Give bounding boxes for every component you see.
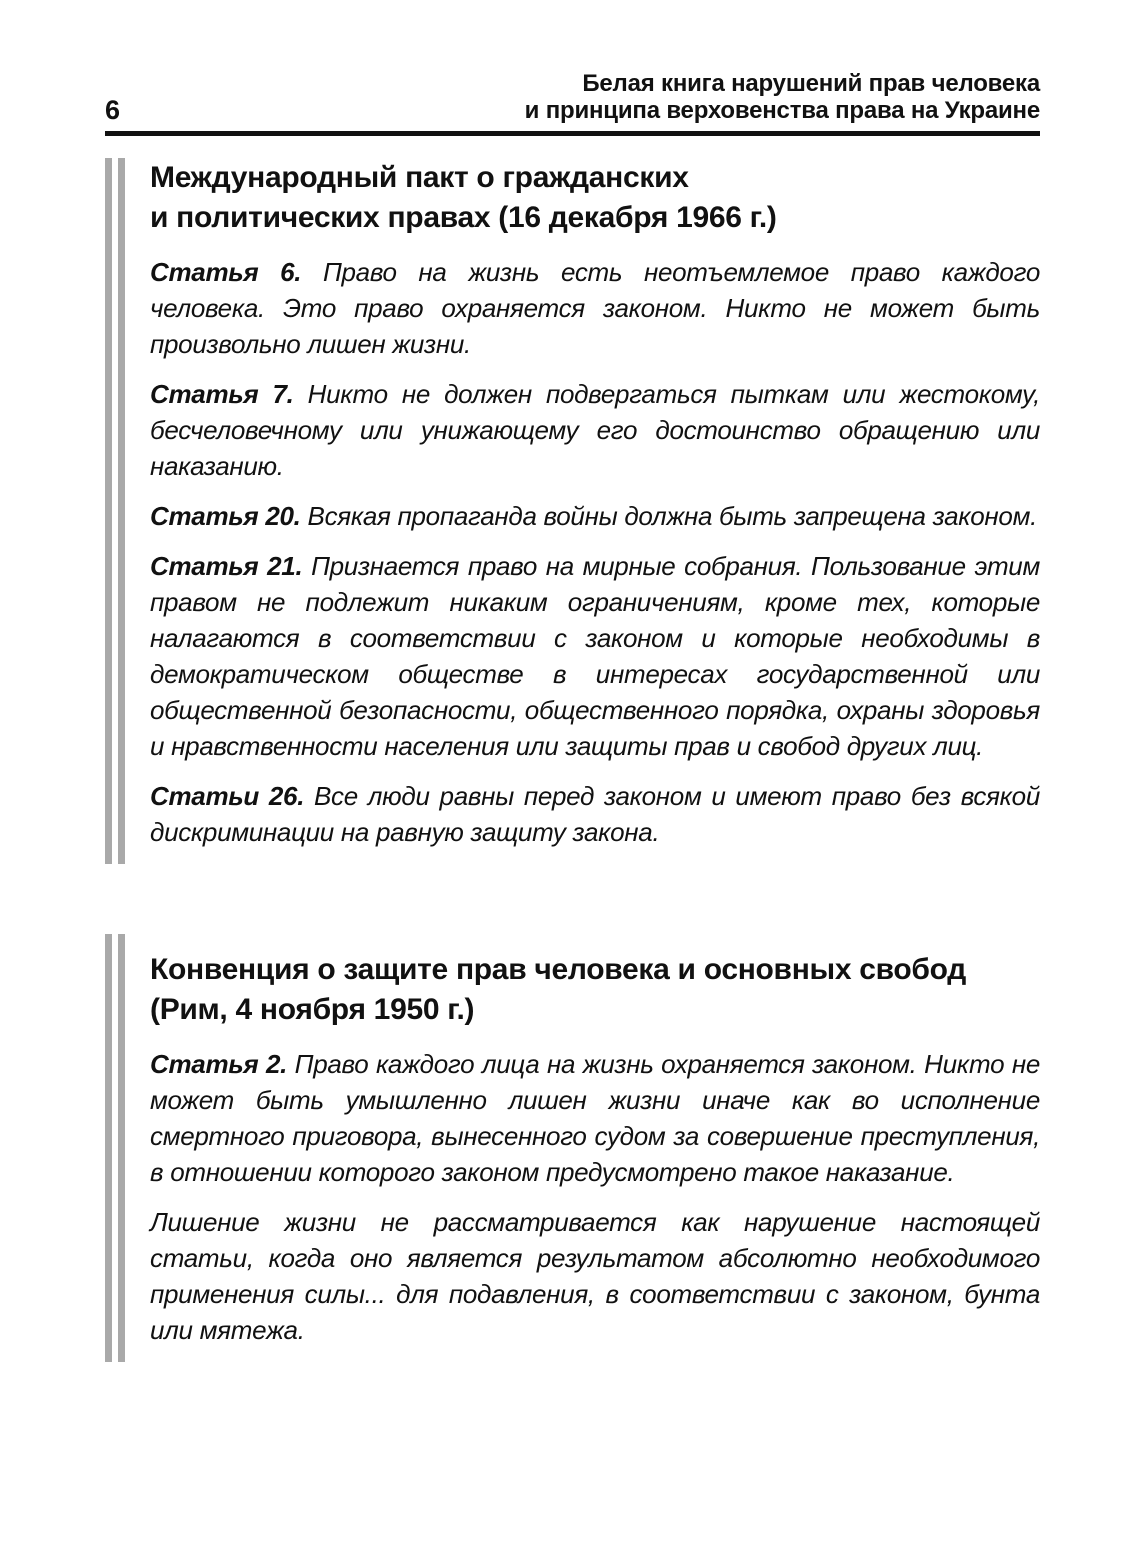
article-lead: Статья 20.: [150, 501, 301, 531]
running-header-row: [105, 0, 1040, 124]
article-paragraph: Статья 2. Право каждого лица на жизнь охраняется законом. Никто не может быть умышленно лишен жизни иначе как во исполнение смертного приговора, вынесенного судом за совершение преступления, в отношении которого законом предусмотрено такое наказание.: [150, 1049, 1040, 1187]
section-accent-bars: [105, 158, 125, 864]
article-lead: Статья 21.: [150, 551, 303, 581]
article-paragraph: Статья 20. Всякая пропаганда войны должна быть запрещена законом.: [150, 501, 1038, 531]
article-lead: Статья 7.: [150, 379, 294, 409]
section-title: Международный пакт о гражданских и политических правах (16 декабря 1966 г.): [150, 161, 777, 234]
document-section: [105, 158, 1040, 864]
section-title: Конвенция о защите прав человека и основных свобод (Рим, 4 ноября 1950 г.): [150, 953, 967, 1026]
article-paragraph: Статья 21. Признается право на мирные собрания. Пользование этим правом не подлежит никаким ограничениям, кроме тех, которые налагаются в соответствии с законом и которые необходимы в демократическом обществе в интересах государственной или общественной безопасности, общественного порядка, охраны здоровья и нравственности населения или защиты прав и свобод других лиц.: [150, 551, 1040, 761]
article-paragraph: Статья 6. Право на жизнь есть неотъемлемое право каждого человека. Это право охраняется законом. Никто не может быть произвольно лишен жизни.: [150, 257, 1040, 359]
header-rule: [105, 131, 1040, 136]
page-number: 6: [105, 95, 121, 125]
page-content: [105, 0, 1040, 1362]
section-body: [150, 158, 1040, 864]
section-accent-bars: [105, 934, 125, 1362]
article-paragraph: Статья 7. Никто не должен подвергаться пыткам или жестокому, бесчеловечному или унижающему его достоинство обращению или наказанию.: [150, 379, 1040, 481]
article-lead: Статьи 26.: [150, 781, 305, 811]
running-header-line1: Белая книга нарушений прав человека: [582, 70, 1040, 97]
article-lead: Статья 2.: [150, 1049, 288, 1079]
article-paragraph: Статьи 26. Все люди равны перед законом и имеют право без всякой дискриминации на равную защиту закона.: [150, 781, 1040, 847]
sections: [105, 158, 1040, 1362]
document-section: [105, 934, 1040, 1362]
article-lead: Статья 6.: [150, 257, 302, 287]
section-body: [150, 934, 1040, 1362]
article-paragraph: Лишение жизни не рассматривается как нарушение настоящей статьи, когда оно является результатом абсолютно необходимого применения силы... для подавления, в соответствии с законом, бунта или мятежа.: [150, 1207, 1040, 1345]
running-header-line2: и принципа верховенства права на Украине: [524, 97, 1040, 124]
running-header: [525, 70, 1040, 124]
